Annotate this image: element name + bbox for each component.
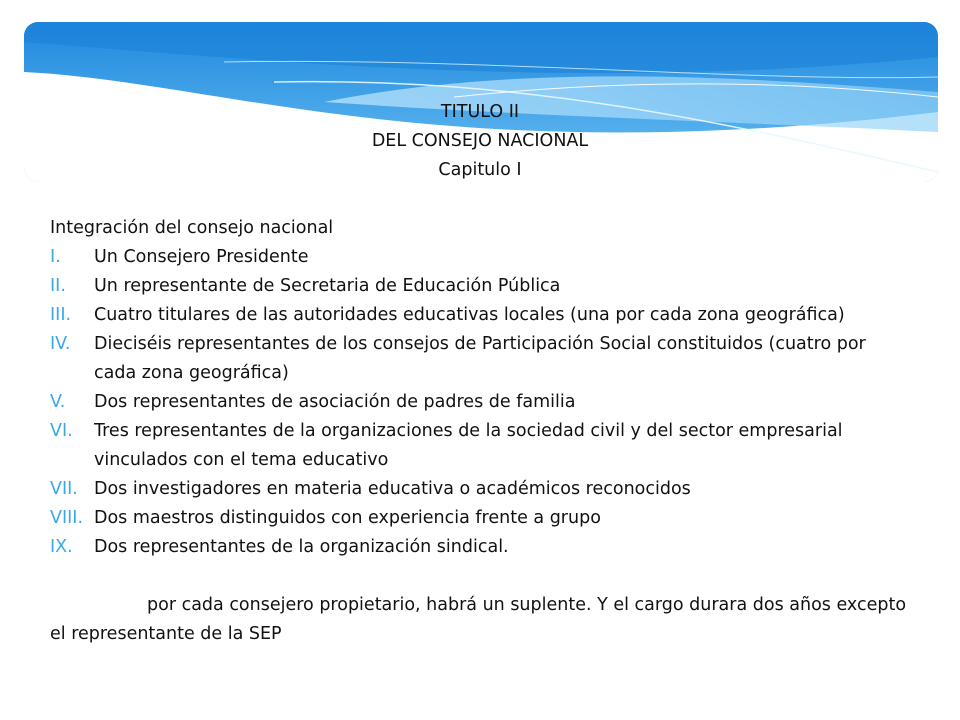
title-block (50, 98, 910, 185)
list-numeral: IX. (50, 537, 73, 557)
list-numeral: IV. (50, 334, 71, 354)
title-line-1: TITULO II (440, 102, 520, 122)
list-item (50, 504, 910, 533)
title-line-2: DEL CONSEJO NACIONAL (371, 131, 589, 151)
title-line-3: Capitulo I (438, 160, 522, 180)
list-numeral: VIII. (50, 508, 84, 528)
list-item-text: Dos maestros distinguidos con experiencia frente a grupo (94, 508, 601, 528)
list-numeral: VII. (50, 479, 78, 499)
list-item (50, 388, 910, 417)
list-item (50, 243, 910, 272)
list-numeral: I. (50, 247, 61, 267)
list-item (50, 330, 910, 388)
list-item (50, 272, 910, 301)
list-item-text: Cuatro titulares de las autoridades educativas locales (una por cada zona geográfica) (94, 305, 845, 325)
list-numeral: VI. (50, 421, 73, 441)
list-item (50, 301, 910, 330)
section-heading: Integración del consejo nacional (50, 218, 334, 238)
council-members-list (50, 243, 910, 562)
list-item (50, 475, 910, 504)
list-item-text: Dos representantes de la organización sindical. (94, 537, 509, 557)
list-item-text: Dieciséis representantes de los consejos de Participación Social constituidos (cuatro por cada zona geográfica) (94, 334, 866, 383)
closing-paragraph: por cada consejero propietario, habrá un suplente. Y el cargo durara dos años excepto el representante de la SEP (50, 595, 907, 644)
list-numeral: III. (50, 305, 72, 325)
list-item-text: Tres representantes de la organizaciones de la sociedad civil y del sector empresarial vinculados con el tema educativo (94, 421, 843, 470)
list-numeral: II. (50, 276, 66, 296)
list-item-text: Un representante de Secretaria de Educación Pública (94, 276, 561, 296)
list-item (50, 533, 910, 562)
list-numeral: V. (50, 392, 66, 412)
list-item-text: Dos representantes de asociación de padres de familia (94, 392, 576, 412)
list-item-text: Dos investigadores en materia educativa o académicos reconocidos (94, 479, 691, 499)
list-item (50, 417, 910, 475)
list-item-text: Un Consejero Presidente (94, 247, 309, 267)
slide-content (50, 98, 910, 649)
